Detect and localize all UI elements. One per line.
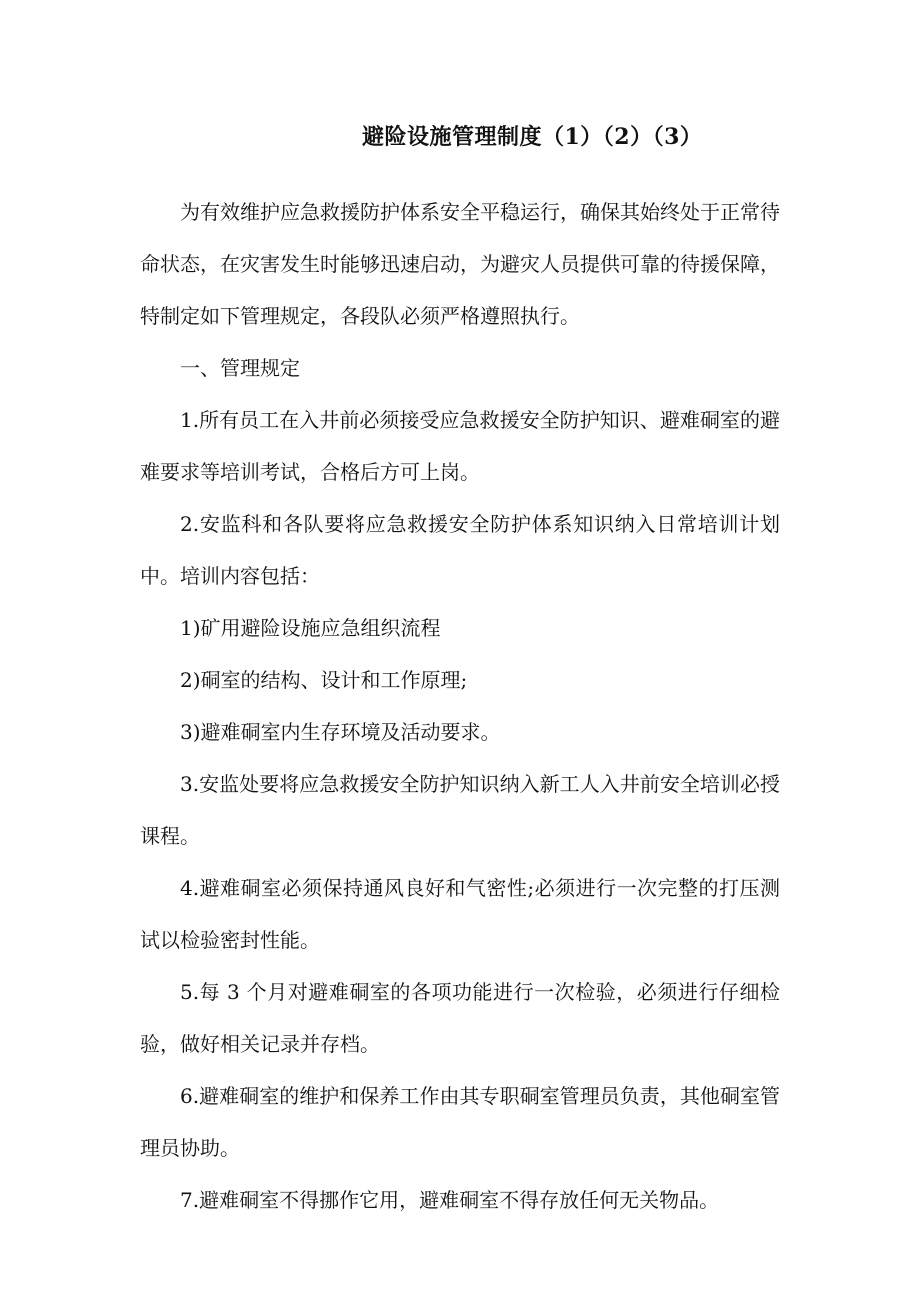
rule-2-paragraph: 2.安监科和各队要将应急救援安全防护体系知识纳入日常培训计划中。培训内容包括： bbox=[140, 512, 780, 588]
rule-1-paragraph: 1.所有员工在入井前必须接受应急救援安全防护知识、避难硐室的避难要求等培训考试，合格后方可上岗。 bbox=[140, 408, 780, 484]
rule-4-paragraph: 4.避难硐室必须保持通风良好和气密性;必须进行一次完整的打压测试以检验密封性能。 bbox=[140, 876, 780, 952]
document-title: 避险设施管理制度（1）（2）（3） bbox=[362, 124, 703, 150]
rule-3-paragraph: 3.安监处要将应急救援安全防护知识纳入新工人入井前安全培训必授课程。 bbox=[140, 772, 780, 848]
rule-6-paragraph: 6.避难硐室的维护和保养工作由其专职硐室管理员负责，其他硐室管理员协助。 bbox=[140, 1084, 780, 1160]
training-item-1: 1)矿用避险设施应急组织流程 bbox=[180, 616, 441, 640]
section-heading-management-rules: 一、管理规定 bbox=[180, 356, 300, 380]
rule-7-paragraph: 7.避难硐室不得挪作它用，避难硐室不得存放任何无关物品。 bbox=[180, 1188, 720, 1212]
document-body bbox=[140, 186, 780, 1226]
intro-paragraph: 为有效维护应急救援防护体系安全平稳运行，确保其始终处于正常待命状态，在灾害发生时能够迅速启动，为避灾人员提供可靠的待援保障，特制定如下管理规定，各段队必须严格遵照执行。 bbox=[140, 200, 780, 328]
rule-5-paragraph: 5.每 3 个月对避难硐室的各项功能进行一次检验，必须进行仔细检验，做好相关记录并存档。 bbox=[140, 980, 780, 1056]
training-item-2: 2)硐室的结构、设计和工作原理; bbox=[180, 668, 468, 692]
training-item-3: 3)避难硐室内生存环境及活动要求。 bbox=[180, 720, 501, 744]
